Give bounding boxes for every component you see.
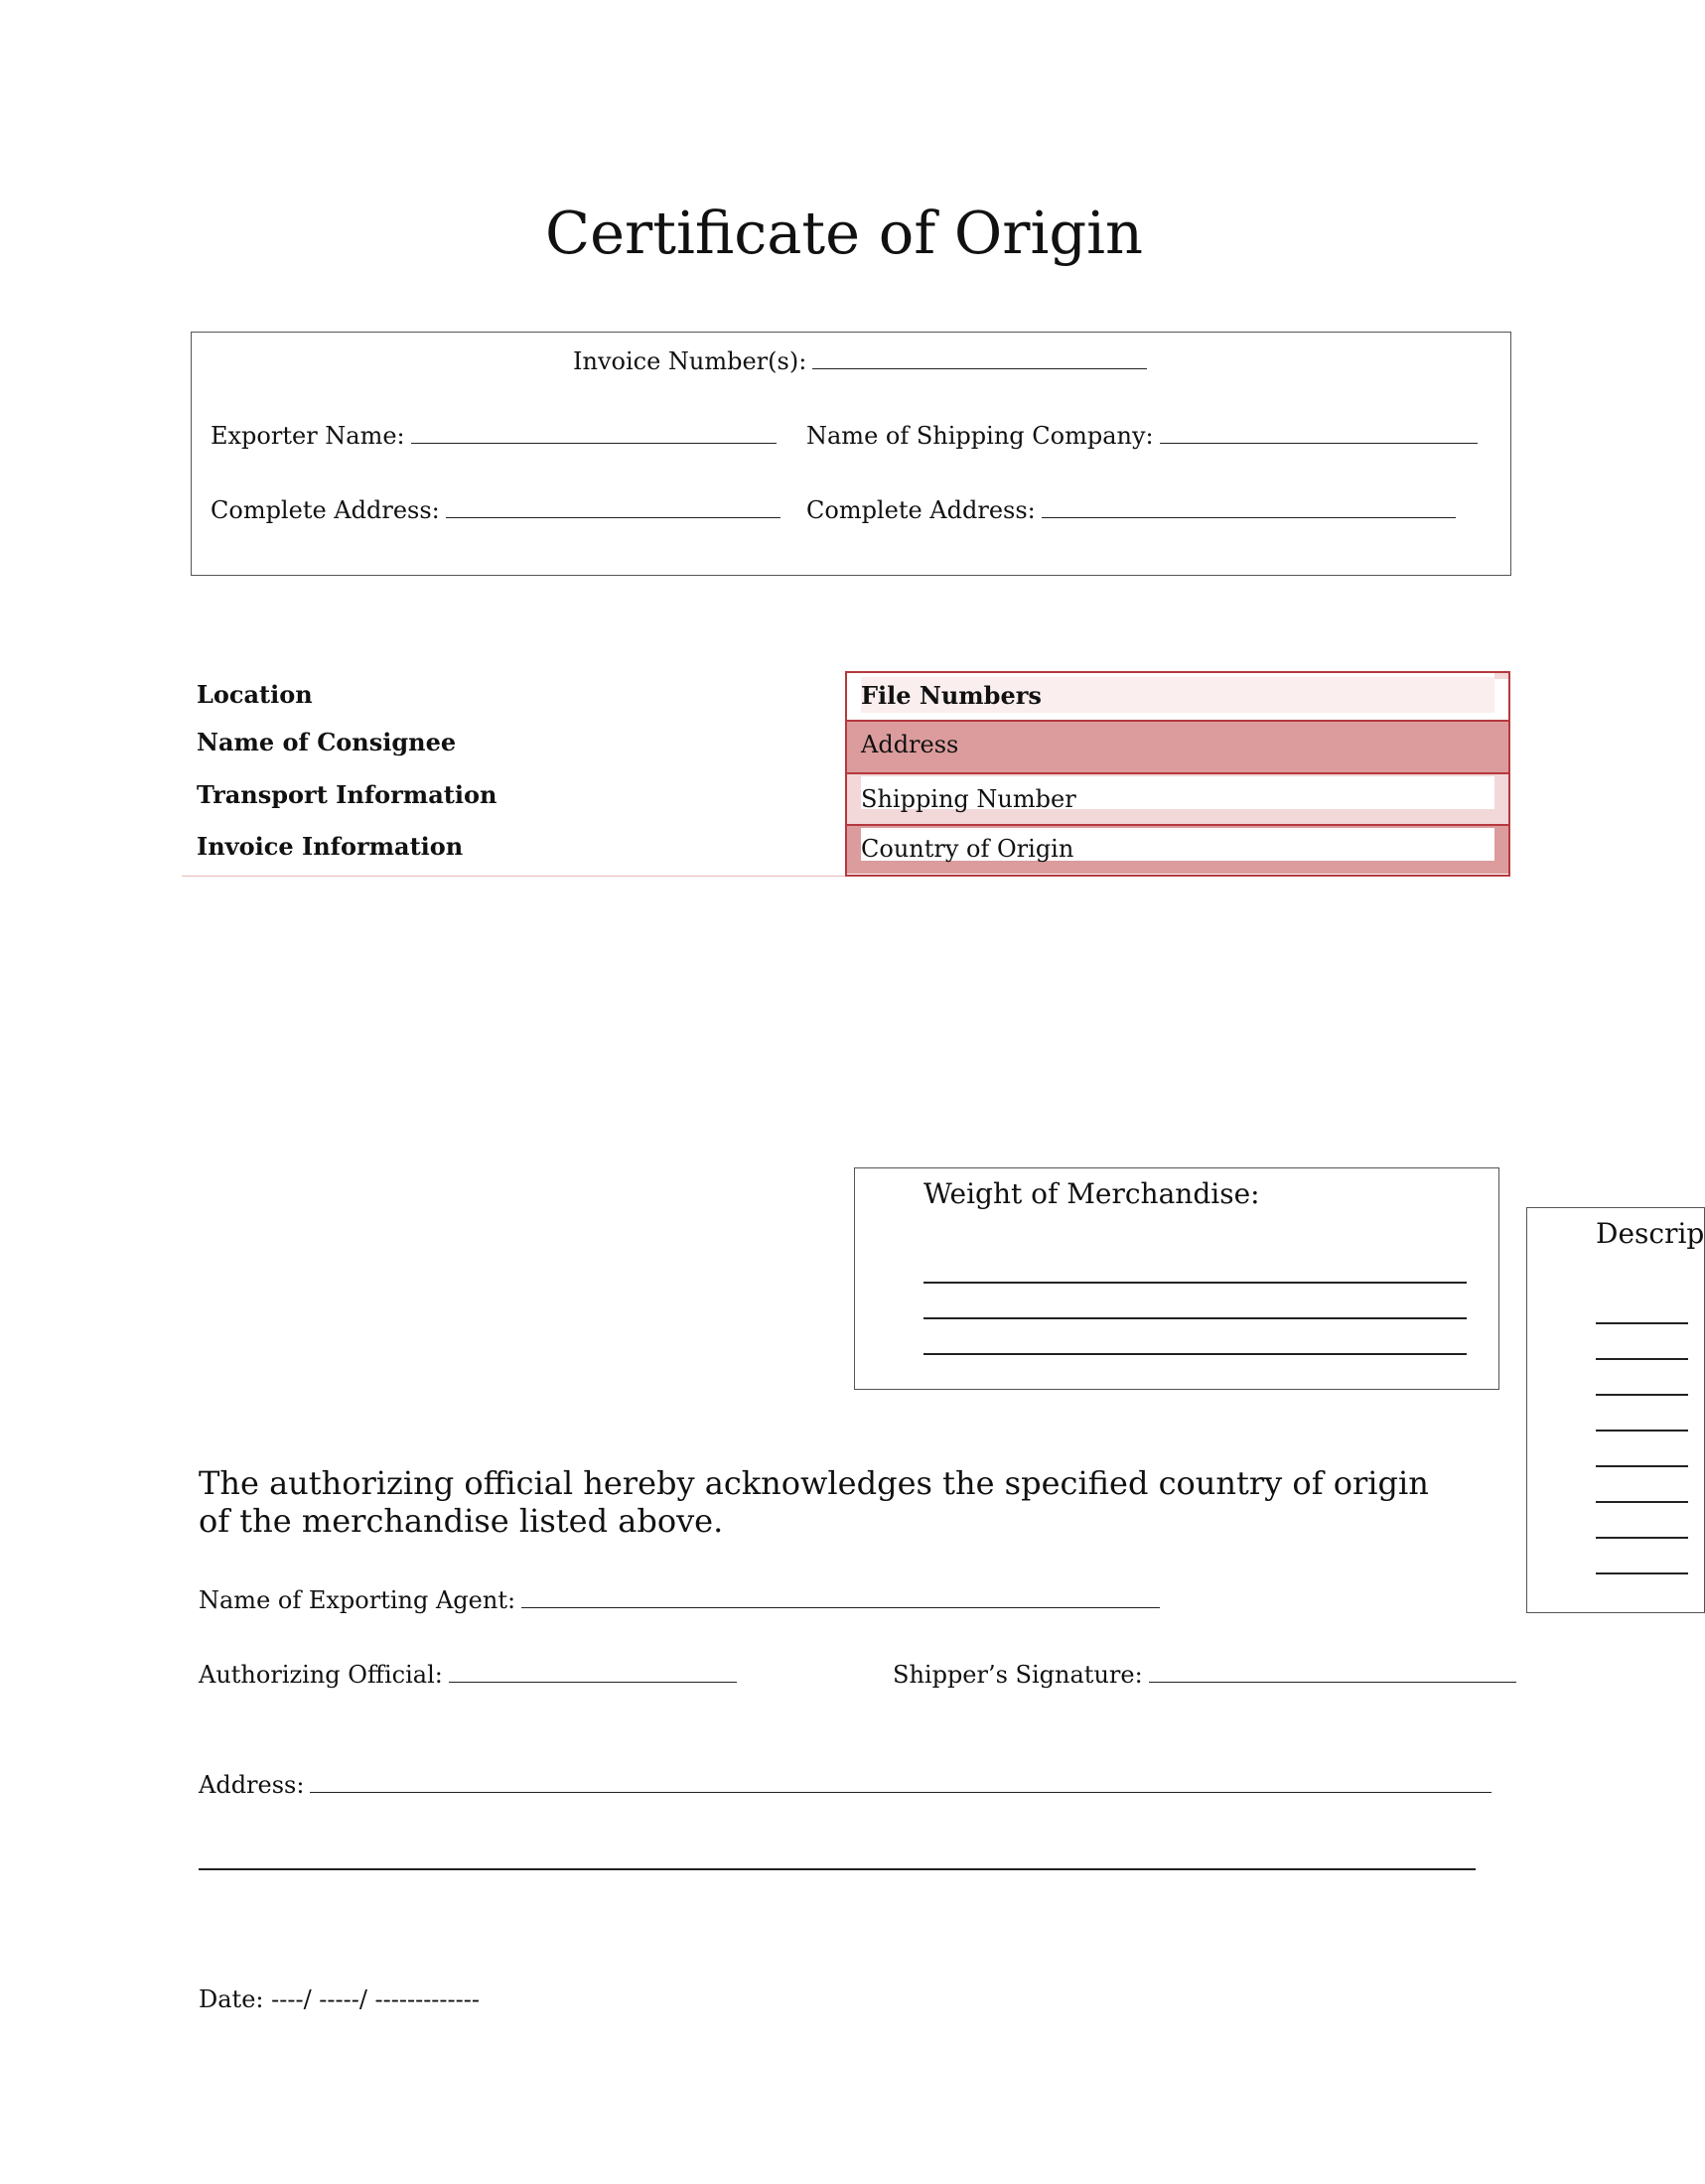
address-row[interactable] (847, 722, 1508, 772)
shipper-signature-blank[interactable] (1149, 1660, 1516, 1683)
weight-line-1[interactable] (924, 1282, 1467, 1284)
weight-label: Weight of Merchandise: (924, 1177, 1260, 1210)
shipping-number-text: Shipping Number (861, 785, 1076, 813)
description-line-3[interactable] (1596, 1394, 1688, 1396)
exporting-agent-blank[interactable] (521, 1585, 1160, 1608)
country-of-origin-text: Country of Origin (861, 835, 1074, 863)
description-line-8[interactable] (1596, 1572, 1688, 1574)
authorizing-official-blank[interactable] (449, 1660, 737, 1683)
address-field[interactable] (199, 1770, 1492, 1799)
address-label: Address: (199, 1771, 305, 1799)
authorizing-official-field[interactable] (199, 1660, 737, 1689)
address-text: Address (861, 731, 959, 758)
shipping-address-field[interactable] (806, 495, 1456, 524)
address-blank[interactable] (310, 1770, 1492, 1793)
exporter-name-field[interactable] (211, 421, 777, 450)
consignee-label: Name of Consignee (197, 728, 457, 756)
exporting-agent-field[interactable] (199, 1585, 1160, 1614)
description-line-1[interactable] (1596, 1322, 1688, 1324)
invoice-info-label: Invoice Information (197, 832, 464, 861)
country-of-origin-row[interactable] (847, 826, 1508, 874)
exporter-name-blank[interactable] (411, 421, 777, 444)
invoice-number-blank[interactable] (812, 346, 1147, 369)
invoice-number-label: Invoice Number(s): (573, 347, 807, 375)
date-placeholder[interactable]: ----/ -----/ ------------- (271, 1985, 480, 2013)
description-line-6[interactable] (1596, 1501, 1688, 1503)
file-numbers-text: File Numbers (861, 681, 1042, 710)
weight-line-3[interactable] (924, 1353, 1467, 1355)
invoice-number-field[interactable] (573, 346, 1147, 375)
shipping-address-label: Complete Address: (806, 496, 1036, 524)
description-line-4[interactable] (1596, 1430, 1688, 1432)
authorizing-official-label: Authorizing Official: (199, 1661, 443, 1689)
exporter-address-field[interactable] (211, 495, 781, 524)
exporting-agent-label: Name of Exporting Agent: (199, 1586, 516, 1614)
exporter-name-label: Exporter Name: (211, 422, 405, 450)
page-title: Certificate of Origin (545, 199, 1143, 267)
shipping-address-blank[interactable] (1042, 495, 1456, 518)
file-numbers-cell-edge (1494, 673, 1508, 679)
transport-info-label: Transport Information (197, 780, 497, 809)
acknowledgement-statement: The authorizing official hereby acknowledges the specified country of origin of the merchandise listed above. (199, 1464, 1429, 1540)
shipping-company-label: Name of Shipping Company: (806, 422, 1154, 450)
date-label: Date: (199, 1985, 264, 2013)
shipping-company-blank[interactable] (1160, 421, 1478, 444)
location-label: Location (197, 680, 313, 709)
shipping-company-field[interactable] (806, 421, 1478, 450)
weight-line-2[interactable] (924, 1317, 1467, 1319)
description-box (1526, 1207, 1705, 1613)
exporter-address-label: Complete Address: (211, 496, 440, 524)
exporter-address-blank[interactable] (446, 495, 781, 518)
date-field[interactable] (199, 1985, 480, 2013)
shipping-number-row[interactable] (847, 774, 1508, 824)
file-numbers-row[interactable] (847, 673, 1508, 721)
description-line-2[interactable] (1596, 1358, 1688, 1360)
description-label: Descrip (1596, 1217, 1705, 1250)
shipper-signature-field[interactable] (893, 1660, 1516, 1689)
description-line-5[interactable] (1596, 1465, 1688, 1467)
description-line-7[interactable] (1596, 1537, 1688, 1539)
shipper-signature-label: Shipper’s Signature: (893, 1661, 1143, 1689)
file-info-table (845, 671, 1510, 877)
address-line-2[interactable] (199, 1868, 1476, 1870)
table-bottom-divider (182, 876, 847, 877)
